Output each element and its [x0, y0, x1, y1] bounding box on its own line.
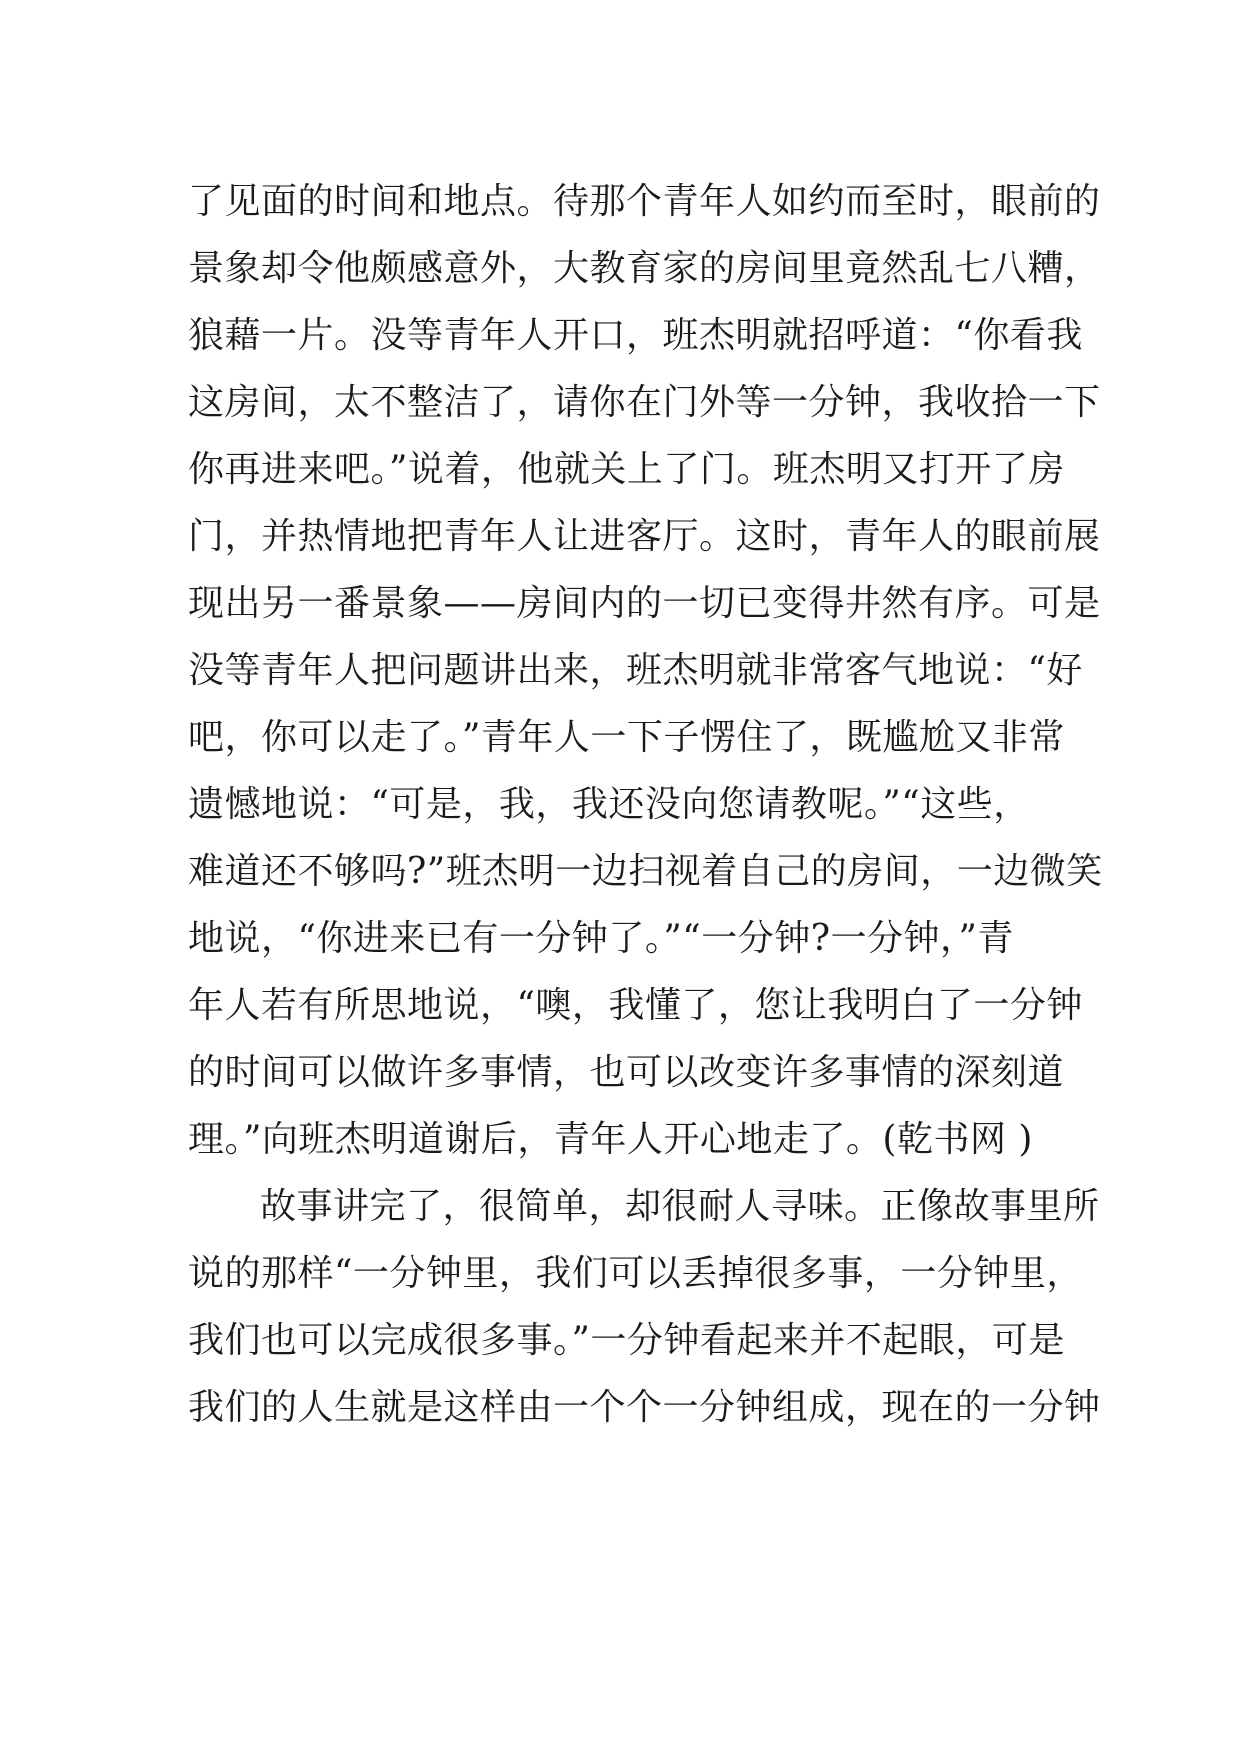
paragraph-2	[188, 1173, 1101, 1441]
text-line: 了见面的时间和地点。待那个青年人如约而至时，眼前的	[188, 181, 1101, 222]
text-line: 说的那样“一分钟里，我们可以丢掉很多事，一分钟里，	[188, 1253, 1083, 1294]
text-line: 吧，你可以走了。”青年人一下子愣住了，既尴尬又非常	[188, 717, 1065, 758]
text-line: 故事讲完了，很简单，却很耐人寻味。正像故事里所	[260, 1186, 1100, 1227]
text-line: 年人若有所思地说，“噢，我懂了，您让我明白了一分钟	[188, 985, 1083, 1026]
text-line: 理。”向班杰明道谢后，青年人开心地走了。(乾书网 )	[188, 1119, 1033, 1160]
text-line: 遗憾地说：“可是，我，我还没向您请教呢。”“这些，	[188, 784, 1030, 825]
text-line: 难道还不够吗?”班杰明一边扫视着自己的房间，一边微笑	[188, 851, 1103, 892]
text-line: 地说，“你进来已有一分钟了。”“一分钟?一分钟，”青	[188, 918, 1014, 959]
text-line: 没等青年人把问题讲出来，班杰明就非常客气地说：“好	[188, 650, 1083, 691]
text-line: 现出另一番景象——房间内的一切已变得井然有序。可是	[188, 583, 1101, 624]
paragraph-1	[188, 168, 1103, 1173]
text-line: 景象却令他颇感意外，大教育家的房间里竟然乱七八糟，	[188, 248, 1101, 289]
text-line: 你再进来吧。”说着，他就关上了门。班杰明又打开了房	[188, 449, 1065, 490]
text-line: 我们也可以完成很多事。”一分钟看起来并不起眼，可是	[188, 1320, 1065, 1361]
text-line: 我们的人生就是这样由一个个一分钟组成，现在的一分钟	[188, 1387, 1101, 1428]
text-line: 的时间可以做许多事情，也可以改变许多事情的深刻道	[188, 1052, 1065, 1093]
text-line: 这房间，太不整洁了，请你在门外等一分钟，我收拾一下	[188, 382, 1101, 423]
body-text	[188, 168, 1103, 1441]
text-line: 门，并热情地把青年人让进客厅。这时，青年人的眼前展	[188, 516, 1101, 557]
text-line: 狼藉一片。没等青年人开口，班杰明就招呼道：“你看我	[188, 315, 1083, 356]
